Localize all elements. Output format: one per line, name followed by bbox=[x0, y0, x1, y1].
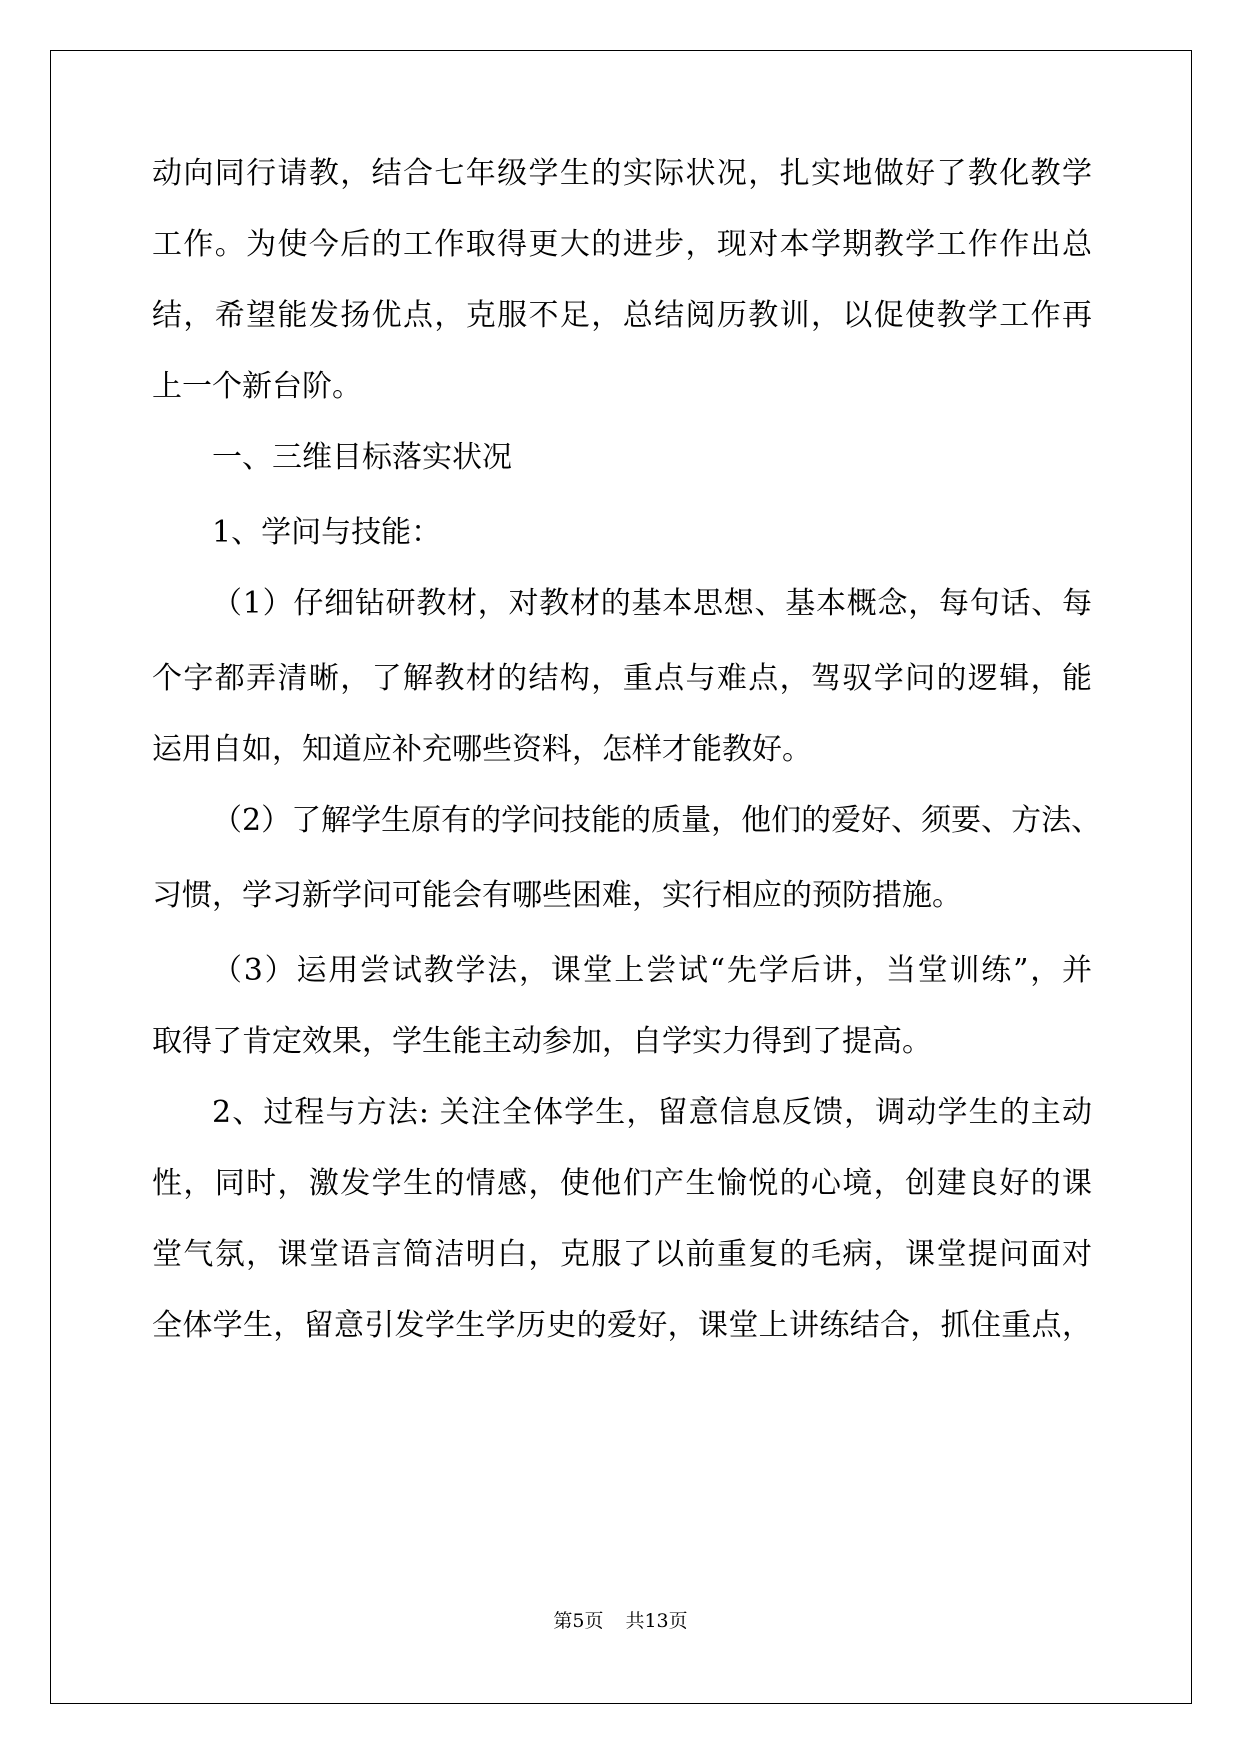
page-footer bbox=[0, 1606, 1241, 1636]
text-line: （1）仔细钻研教材，对教材的基本思想、基本概念，每句话、每 bbox=[212, 586, 1092, 621]
text-line: 全体学生，留意引发学生学历史的爱好，课堂上讲练结合，抓住重点， bbox=[152, 1308, 1092, 1343]
page-number: 第5页 bbox=[553, 1610, 604, 1632]
text-line: 动向同行请教，结合七年级学生的实际状况，扎实地做好了教化教学 bbox=[152, 156, 1092, 191]
text-line: 堂气氛，课堂语言简洁明白，克服了以前重复的毛病，课堂提问面对 bbox=[152, 1237, 1092, 1272]
page-total: 共13页 bbox=[625, 1610, 688, 1632]
section-heading: 一、三维目标落实状况 bbox=[212, 440, 512, 475]
text-line: 取得了肯定效果，学生能主动参加，自学实力得到了提高。 bbox=[152, 1024, 932, 1059]
text-line: 工作。为使今后的工作取得更大的进步，现对本学期教学工作作出总 bbox=[152, 227, 1092, 262]
text-line: 习惯，学习新学问可能会有哪些困难，实行相应的预防措施。 bbox=[152, 878, 962, 913]
text-line: （2）了解学生原有的学问技能的质量，他们的爱好、须要、方法、 bbox=[212, 803, 1102, 838]
text-line: 上一个新台阶。 bbox=[152, 369, 362, 404]
text-line: 2、过程与方法: 关注全体学生，留意信息反馈，调动学生的主动 bbox=[212, 1095, 1092, 1130]
text-line: 运用自如，知道应补充哪些资料，怎样才能教好。 bbox=[152, 732, 812, 767]
text-line: 结，希望能发扬优点，克服不足，总结阅历教训，以促使教学工作再 bbox=[152, 298, 1092, 333]
text-line: 个字都弄清晰，了解教材的结构，重点与难点，驾驭学问的逻辑，能 bbox=[152, 661, 1092, 696]
text-line: 性，同时，激发学生的情感，使他们产生愉悦的心境，创建良好的课 bbox=[152, 1166, 1092, 1201]
text-line: （3）运用尝试教学法，课堂上尝试“先学后讲，当堂训练”，并 bbox=[212, 953, 1092, 988]
subsection-heading: 1、学问与技能： bbox=[212, 515, 442, 550]
